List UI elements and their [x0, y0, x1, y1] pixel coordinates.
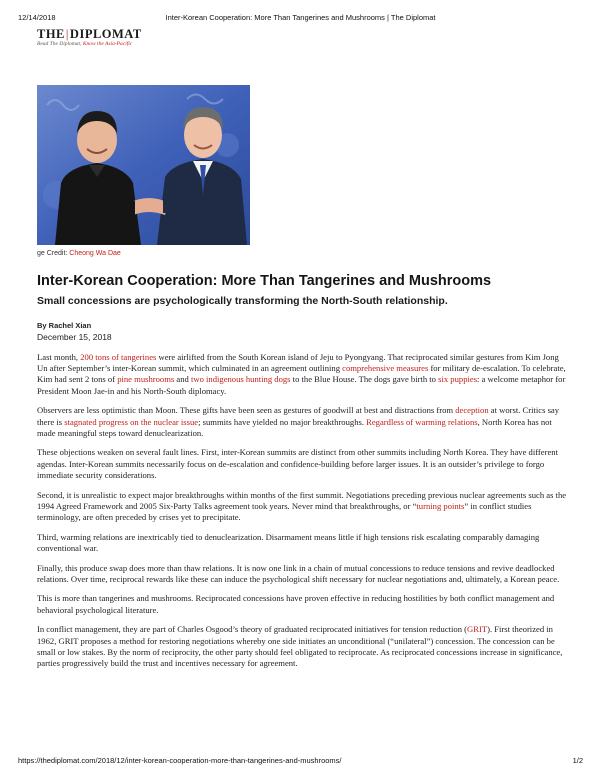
paragraph-text: to the Blue House. The dogs gave birth to — [290, 374, 439, 385]
logo-tagline — [37, 41, 142, 48]
paragraph-text: These objections weaken on several fault lines. First, inter-Korean summits are distinct from other summits including North Korea. They have different agendas. Inter-Korean summits necessarily focus on de-escalation and confidence-building before larger issues. It is an outsider’s privilege to forgo immediate security considerations. — [37, 447, 558, 480]
inline-link[interactable]: GRIT — [467, 624, 488, 635]
article-paragraph — [37, 532, 569, 554]
article-paragraph — [37, 624, 569, 669]
article-paragraph — [37, 593, 569, 615]
inline-link[interactable]: two indigenous hunting dogs — [190, 374, 291, 385]
logo-wordmark — [37, 28, 142, 41]
image-credit-link[interactable]: Cheong Wa Dae — [69, 250, 121, 257]
inline-link[interactable]: deception — [455, 405, 489, 416]
article-photo — [37, 85, 250, 245]
print-footer — [18, 756, 583, 768]
article-byline[interactable]: By Rachel Xian — [37, 321, 92, 330]
paragraph-text: for military de-escalation. To celebrate, Kim had sent 2 tons of — [37, 363, 566, 385]
logo-name-left: THE — [37, 27, 65, 41]
paragraph-text: In conflict management, they are part of Charles Osgood’s theory of graduated reciprocated initiatives for tension reduction ( — [37, 624, 468, 635]
article-paragraph — [37, 563, 569, 585]
article-paragraph — [37, 447, 569, 481]
paragraph-text: ; summits have yielded no major breakthroughs. — [198, 416, 367, 427]
paragraph-text: ” in conflict studies terminology, are often preceded by crises yet to precipitate. — [37, 500, 532, 522]
paragraph-text: ). First theorized in 1962, GRIT proposes a method for restoring negotiations whereby one side initiates an unconditional (“unilateral”) concession. The concession can be small or low stakes. By the norm of reciprocity, the other party should feel obligated to reciprocate. As reciprocated concessions increase in significance, parties progressively build the trust and incentives necessary for agreement. — [37, 624, 563, 668]
print-date: 12/14/2018 — [18, 13, 56, 22]
paragraph-text: Finally, this produce swap does more than thaw relations. It is now one link in a chain of mutual concessions to reduce tensions and revive deadlocked relations. Over time, reciprocal rewards like these can induce the psychological shift necessary for nuclear negotiations and, ultimately, a Korean peace. — [37, 562, 560, 584]
print-header — [18, 13, 583, 25]
paragraph-text: at worst. Critics say there is — [37, 405, 560, 427]
logo-tagline-plain: Read The Diplomat, — [37, 41, 83, 47]
article-date: December 15, 2018 — [37, 332, 112, 342]
article-body — [37, 352, 569, 678]
print-page-title: Inter-Korean Cooperation: More Than Tangerines and Mushrooms | The Diplomat — [165, 13, 436, 22]
paragraph-text: Second, it is unrealistic to expect major breakthroughs within months of the first summit. Negotiations preceding previous nuclear agreements such as the 1994 Agreed Framework and 2005 Six-Party Talks agreement took years. Never mind that breakthroughs, or “ — [37, 489, 567, 511]
paragraph-text: Observers are less optimistic than Moon. These gifts have been seen as gestures of goodwill at best and distractions from — [37, 405, 456, 416]
inline-link[interactable]: turning points — [416, 500, 465, 511]
print-url: https://thediplomat.com/2018/12/inter-korean-cooperation-more-than-tangerines-and-mushrooms/ — [18, 756, 342, 765]
inline-link[interactable]: stagnated progress on the nuclear issue — [64, 416, 199, 427]
article-subheadline: Small concessions are psychologically transforming the North-South relationship. — [37, 295, 448, 307]
print-page-number: 1/2 — [572, 756, 583, 765]
inline-link[interactable]: pine mushrooms — [117, 374, 175, 385]
paragraph-text: Third, warming relations are inextricably tied to denuclearization. Disarmament means little if high tensions risk escalating comparably damaging conventional war. — [37, 531, 540, 553]
image-credit-prefix: ge Credit: — [37, 250, 70, 257]
paragraph-text: Last month, — [37, 352, 81, 362]
logo-tagline-accent: Know the Asia-Pacific — [82, 41, 133, 47]
article-paragraph — [37, 405, 569, 439]
paragraph-text: and — [174, 374, 191, 385]
inline-link[interactable]: six puppies — [438, 374, 478, 385]
paragraph-text: , North Korea has not made meaningful steps toward denuclearization. — [37, 416, 552, 438]
inline-link[interactable]: comprehensive measures — [342, 363, 429, 374]
article-paragraph — [37, 490, 569, 524]
site-logo[interactable] — [37, 28, 142, 48]
logo-name-right: DIPLOMAT — [69, 27, 142, 41]
paragraph-text: : a welcome metaphor for President Moon Jae-in and his North-South diplomacy. — [37, 374, 566, 396]
article-paragraph — [37, 352, 569, 397]
image-credit — [37, 250, 121, 257]
logo-divider: | — [65, 27, 69, 41]
inline-link[interactable]: 200 tons of tangerines — [80, 352, 157, 362]
inline-link[interactable]: Regardless of warming relations — [366, 416, 478, 427]
paragraph-text: This is more than tangerines and mushrooms. Reciprocated concessions have proven effective in reducing hostilities by both conflict management and behavioral psychological literature. — [37, 593, 555, 615]
paragraph-text: were airlifted from the South Korean island of Jeju to Pyongyang. That reciprocated similar gestures from Kim Jong Un after September’s inter-Korean summit, which culminated in an agreement outlining — [37, 352, 559, 374]
article-headline: Inter-Korean Cooperation: More Than Tangerines and Mushrooms — [37, 273, 492, 289]
article-photo-illustration — [37, 85, 250, 245]
